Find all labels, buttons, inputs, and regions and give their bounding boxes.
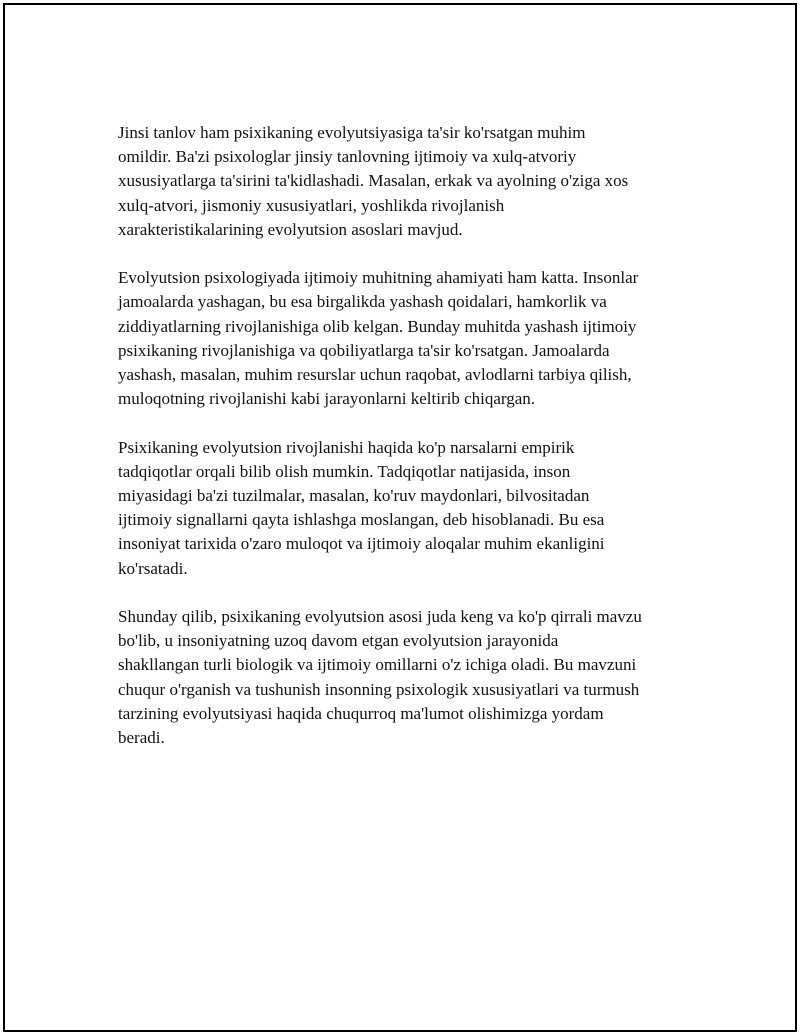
text-line: insoniyat tarixida o'zaro muloqot va ijtimoiy aloqalar muhim ekanligini xyxy=(118,534,605,554)
text-line: shakllangan turli biologik va ijtimoiy omillarni o'z ichiga oladi. Bu mavzuni xyxy=(118,655,637,675)
text-line: Psixikaning evolyutsion rivojlanishi haqida ko'p narsalarni empirik xyxy=(118,437,575,457)
text-line: tarzining evolyutsiyasi haqida chuqurroq ma'lumot olishimizga yordam xyxy=(118,703,604,723)
text-line: chuqur o'rganish va tushunish insonning psixologik xususiyatlari va turmush xyxy=(118,679,640,699)
text-line: muloqotning rivojlanishi kabi jarayonlarni keltirib chiqargan. xyxy=(118,389,536,409)
text-line: ziddiyatlarning rivojlanishiga olib kelgan. Bunday muhitda yashash ijtimoiy xyxy=(118,316,637,336)
paragraph-conclusion xyxy=(118,605,708,750)
text-line: xususiyatlarga ta'sirini ta'kidlashadi. Masalan, erkak va ayolning o'ziga xos xyxy=(118,171,629,191)
text-line: miyasidagi ba'zi tuzilmalar, masalan, ko'ruv maydonlari, bilvositadan xyxy=(118,486,590,506)
text-line: xarakteristikalarining evolyutsion asoslari mavjud. xyxy=(118,219,463,239)
text-line: yashash, masalan, muhim resurslar uchun raqobat, avlodlarni tarbiya qilish, xyxy=(118,365,632,385)
paragraph-sexual-selection xyxy=(118,121,708,242)
paragraph-social-environment xyxy=(118,266,708,411)
text-line: ijtimoiy signallarni qayta ishlashga moslangan, deb hisoblanadi. Bu esa xyxy=(118,510,605,530)
text-line: bo'lib, u insoniyatning uzoq davom etgan evolyutsion jarayonida xyxy=(118,631,559,651)
text-line: jamoalarda yashagan, bu esa birgalikda yashash qoidalari, hamkorlik va xyxy=(118,292,607,312)
text-line: tadqiqotlar orqali bilib olish mumkin. Tadqiqotlar natijasida, inson xyxy=(118,461,571,481)
text-line: xulq-atvori, jismoniy xususiyatlari, yoshlikda rivojlanish xyxy=(118,195,505,215)
text-line: Jinsi tanlov ham psixikaning evolyutsiyasiga ta'sir ko'rsatgan muhim xyxy=(118,123,586,142)
text-line: Evolyutsion psixologiyada ijtimoiy muhitning ahamiyati ham katta. Insonlar xyxy=(118,268,639,288)
text-line: beradi. xyxy=(118,728,165,748)
text-line: ko'rsatadi. xyxy=(118,558,188,578)
text-line: omildir. Ba'zi psixologlar jinsiy tanlovning ijtimoiy va xulq-atvoriy xyxy=(118,147,577,167)
text-line: psixikaning rivojlanishiga va qobiliyatlarga ta'sir ko'rsatgan. Jamoalarda xyxy=(118,340,610,360)
paragraph-empirical-research xyxy=(118,436,708,581)
text-line: Shunday qilib, psixikaning evolyutsion asosi juda keng va ko'p qirrali mavzu xyxy=(118,607,642,627)
document-body xyxy=(118,121,708,774)
document-page xyxy=(3,3,797,1032)
